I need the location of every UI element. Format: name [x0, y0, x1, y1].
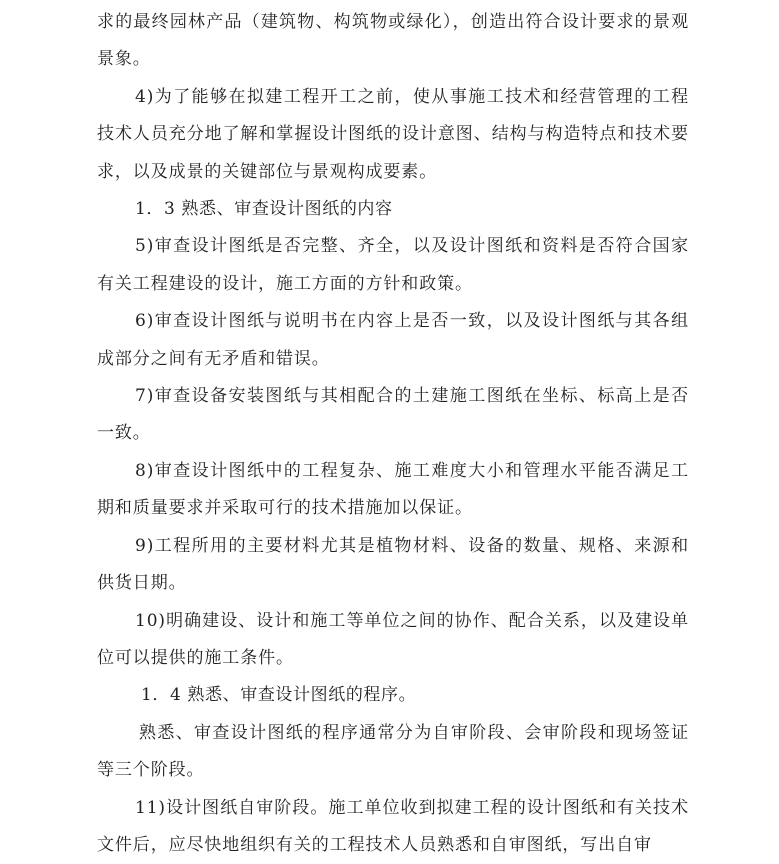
- paragraph-item-6: 6)审查设计图纸与说明书在内容上是否一致，以及设计图纸与其各组成部分之间有无矛盾和错误。: [97, 311, 689, 369]
- paragraph-procedure-intro: 熟悉、审查设计图纸的程序通常分为自审阶段、会审阶段和现场签证等三个阶段。: [97, 722, 689, 781]
- document-body: [97, 4, 689, 864]
- section-heading-1-4: 1．4 熟悉、审查设计图纸的程序。: [141, 685, 417, 706]
- section-heading-1-3: 1．3 熟悉、审查设计图纸的内容: [135, 199, 393, 220]
- paragraph-item-9: 9)工程所用的主要材料尤其是植物材料、设备的数量、规格、来源和供货日期。: [97, 535, 689, 594]
- paragraph-item-4: 4)为了能够在拟建工程开工之前，使从事施工技术和经营管理的工程技术人员充分地了解和掌握设计图纸的设计意图、结构与构造特点和技术要求，以及成景的关键部位与景观构成要素。: [97, 86, 689, 182]
- paragraph-continuation: 求的最终园林产品（建筑物、构筑物或绿化），创造出符合设计要求的景观景象。: [97, 12, 689, 70]
- paragraph-item-7: 7)审查设备安装图纸与其相配合的土建施工图纸在坐标、标高上是否一致。: [97, 386, 689, 444]
- paragraph-item-8: 8)审查设计图纸中的工程复杂、施工难度大小和管理水平能否满足工期和质量要求并采取可行的技术措施加以保证。: [97, 460, 689, 519]
- paragraph-item-5: 5)审查设计图纸是否完整、齐全，以及设计图纸和资料是否符合国家有关工程建设的设计，施工方面的方针和政策。: [97, 236, 689, 294]
- paragraph-item-10: 10)明确建设、设计和施工等单位之间的协作、配合关系，以及建设单位可以提供的施工条件。: [97, 610, 689, 668]
- paragraph-item-11: 11)设计图纸自审阶段。施工单位收到拟建工程的设计图纸和有关技术文件后，应尽快地组织有关的工程技术人员熟悉和自审图纸，写出自审: [97, 797, 689, 855]
